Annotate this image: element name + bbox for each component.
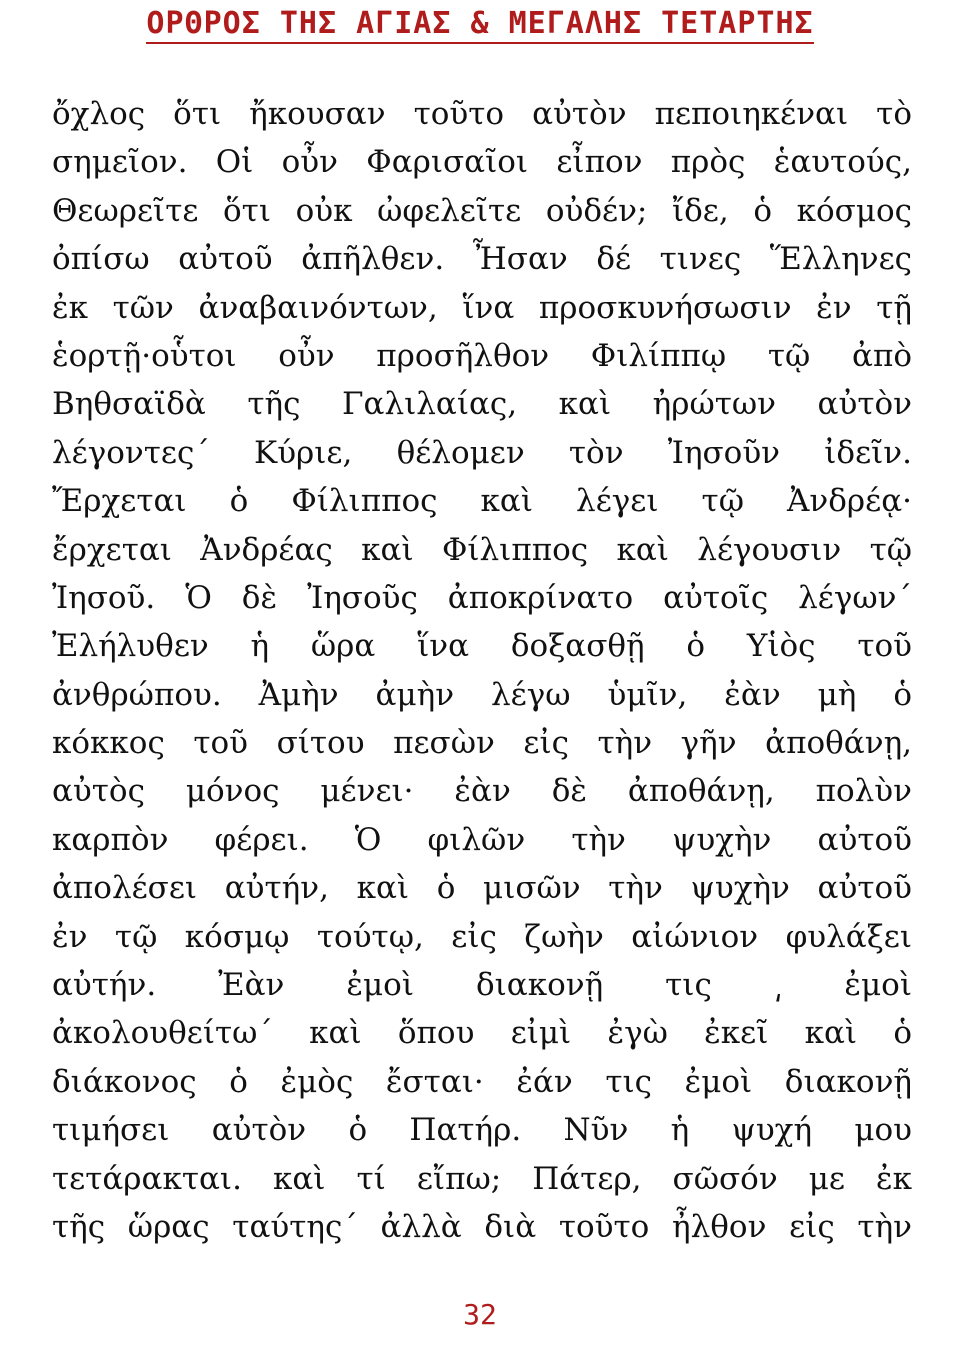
page-number: 32 bbox=[463, 1298, 497, 1331]
text-line: ἔρχεται Ἀνδρέας καὶ Φίλιππος καὶ λέγουσιν τῷ bbox=[52, 531, 912, 568]
text-line: ὄχλος ὅτι ἤκουσαν τοῦτο αὐτὸν πεποιηκέναι τὸ bbox=[52, 96, 912, 132]
text-line: ἀπολέσει αὐτήν, καὶ ὁ μισῶν τὴν ψυχὴν αὐτοῦ bbox=[52, 870, 912, 907]
text-line: καρπὸν φέρει. Ὁ φιλῶν τὴν ψυχὴν αὐτοῦ bbox=[52, 821, 912, 858]
page-header bbox=[0, 2, 960, 46]
text-line: διάκονος ὁ ἐμὸς ἔσται· ἐάν τις ἐμοὶ διακονῇ bbox=[52, 1063, 912, 1100]
text-line: Ἰησοῦ. Ὁ δὲ Ἰησοῦς ἀποκρίνατο αὐτοῖς λέγων΄ bbox=[52, 579, 912, 616]
text-line: κόκκος τοῦ σίτου πεσὼν εἰς τὴν γῆν ἀποθάνῃ, bbox=[52, 725, 912, 762]
text-line: Θεωρεῖτε ὅτι οὐκ ὠφελεῖτε οὐδέν; ἴδε, ὁ κόσμος bbox=[52, 192, 912, 229]
text-line: σημεῖον. Οἱ οὖν Φαρισαῖοι εἶπον πρὸς ἑαυτούς, bbox=[52, 144, 912, 181]
text-line: ὀπίσω αὐτοῦ ἀπῆλθεν. Ἦσαν δέ τινες Ἕλληνες bbox=[52, 241, 912, 278]
text-line: τετάρακται. καὶ τί εἴπω; Πάτερ, σῶσόν με ἐκ bbox=[52, 1160, 912, 1197]
text-line: ἀκολουθείτω΄ καὶ ὅπου εἰμὶ ἐγὼ ἐκεῖ καὶ ὁ bbox=[52, 1015, 912, 1052]
text-line: λέγοντες΄ Κύριε, θέλομεν τὸν Ἰησοῦν ἰδεῖν. bbox=[52, 434, 912, 471]
text-line: αὐτήν. Ἐὰν ἐμοὶ διακονῇ τις ͵ ἐμοὶ bbox=[52, 967, 912, 1004]
text-line: ἑορτῇ·οὗτοι οὖν προσῆλθον Φιλίππῳ τῷ ἀπὸ bbox=[52, 337, 912, 374]
text-line: αὐτὸς μόνος μένει· ἐὰν δὲ ἀποθάνῃ, πολὺν bbox=[52, 773, 912, 810]
text-line: Βηθσαϊδὰ τῆς Γαλιλαίας, καὶ ἠρώτων αὐτὸν bbox=[52, 386, 912, 423]
text-line: τιμήσει αὐτὸν ὁ Πατήρ. Νῦν ἡ ψυχή μου bbox=[52, 1112, 912, 1149]
page-title: ΟΡΘΡΟΣ ΤΗΣ ΑΓΙΑΣ & ΜΕΓΑΛΗΣ ΤΕΤΑΡΤΗΣ bbox=[146, 6, 813, 44]
text-line: τῆς ὥρας ταύτης΄ ἀλλὰ διὰ τοῦτο ἦλθον εἰς τὴν bbox=[52, 1208, 912, 1245]
text-line: Ἐλήλυθεν ἡ ὥρα ἵνα δοξασθῇ ὁ Υἱὸς τοῦ bbox=[52, 628, 912, 665]
text-line: ἐν τῷ κόσμῳ τούτῳ, εἰς ζωὴν αἰώνιον φυλάξει bbox=[52, 918, 912, 955]
text-line: ἀνθρώπου. Ἀμὴν ἀμὴν λέγω ὑμῖν, ἐὰν μὴ ὁ bbox=[52, 676, 912, 713]
body-text bbox=[52, 90, 912, 1251]
text-line: Ἔρχεται ὁ Φίλιππος καὶ λέγει τῷ Ἀνδρέᾳ· bbox=[52, 483, 912, 520]
text-line: ἐκ τῶν ἀναβαινόντων, ἵνα προσκυνήσωσιν ἐν τῇ bbox=[52, 289, 912, 326]
